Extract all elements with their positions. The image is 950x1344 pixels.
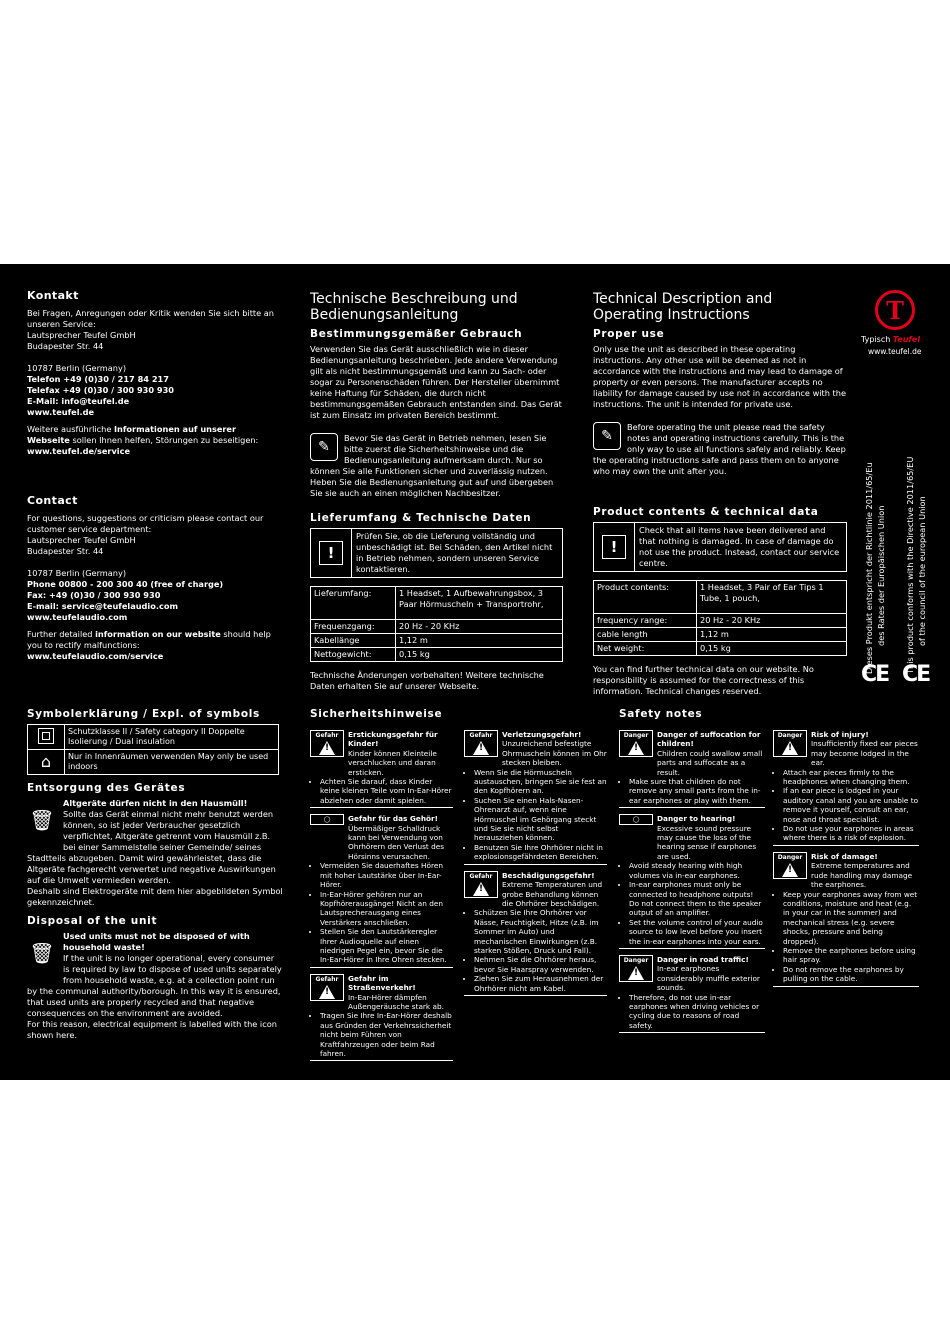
kontakt-fax: Telefax +49 (0)30 / 300 930 930 — [27, 385, 174, 395]
symbols-disposal-column — [27, 709, 283, 1048]
en-description — [593, 291, 847, 704]
en-scope-heading: Product contents & technical data — [593, 506, 819, 518]
safety-en — [619, 709, 919, 724]
safety-de-col-a — [310, 730, 453, 1067]
en-use-text: Only use the unit as described in these operating instructions. Any other use will be deemed as not in accordance with the instructions and may lead to damage of property or even persons. The manufacturer accepts no liability for damage caused by use not in accordance with the instructions. The unit is intended for private use. — [593, 344, 846, 409]
en-data-table — [593, 580, 847, 656]
hazard-block: Gefahr ! Gefahr im Straßenverkehr! In-Ear-Hörer dämpfen Außengeräusche stark ab. • Tragen Sie Ihre In-Ear-Hörer deshalb aus Gründen der Verkehrssicherheit nicht beim Führen von Kraftfahrzeugen oder beim Rad fahren. — [310, 974, 453, 1062]
read-manual-icon: ✎ — [310, 433, 338, 461]
safety-de-title: Sicherheitshinweise — [310, 708, 443, 720]
kontakt-email[interactable]: E-Mail: info@teufel.de — [27, 396, 130, 406]
ear-icon: ◯ — [619, 814, 653, 825]
crossed-bin-icon: 🗑 — [29, 807, 55, 832]
en-warning-box: ! Check that all items have been delivered and that nothing is damaged. In case of damage do not use the product. Instead, contact our service centre. — [593, 522, 847, 572]
table-row: Product contents: 1 Headset, 3 Pair of Ear Tips 1 Tube, 1 pouch, — [594, 581, 847, 614]
de-use-text: Verwenden Sie das Gerät ausschließlich wie in dieser Bedienungsanleitung beschrieben. Jede andere Verwendung gilt als nicht bestimmungsgemäß und kann zu Sach- oder sogar zu Personenschäden führen. Der Hersteller übernimmt keine Haftung für Schäden, die durch nicht bestimmungsgemäßen Gebrauch entstanden sind. Das Gerät ist zum Einsatz im privaten Bereich bestimmt. — [310, 344, 562, 420]
hazard-block: Danger ! Danger in road traffic! In-ear earphones considerably muffle exterior sounds. • Therefore, do not use in-ear earphones when driving vehicles or cycling due to reasons of road safety. — [619, 955, 765, 1033]
table-row: Frequenzgang: 20 Hz - 20 KHz — [311, 620, 563, 634]
de-read-note: ✎ Bevor Sie das Gerät in Betrieb nehmen, lesen Sie bitte zuerst die Sicherheitshinweise und die Bedienungsanleitung aufmerksam durch. Nur so können Sie alle Funktionen sicher und zuverlässig nutzen. Heben Sie die Bedienungsanleitung gut auf und übergeben Sie sie auch an einen möglichen Nachbesitzer. — [310, 433, 554, 498]
hazard-block: Danger ! Risk of injury! Insufficiently fixed ear pieces may become lodged in the ear. • Attach ear pieces firmly to the headphones when changing them. • If an ear piece is lodged in your auditory canal and you are unable to remove it yourself, consult an ear, nose and throat specialist. • Do not use your earphones in areas where there is a risk of explosion. — [773, 730, 919, 846]
table-row: Lieferumfang: 1 Headset, 1 Aufbewahrungsbox, 3 Paar Hörmuscheln + Transportrohr, — [311, 587, 563, 620]
ce-mark-de: CE — [861, 662, 889, 687]
double-insulation-icon — [38, 728, 54, 744]
contact-title: Contact — [27, 494, 78, 507]
en-title: Technical Description and Operating Instructions — [593, 291, 773, 323]
hazard-block: Danger ! Risk of damage! Extreme temperatures and rude handling may damage the earphones. • Keep your earphones away from wet conditions, moisture and heat (e.g. in your car in the summer) and mechanical stress (e.g. severe shocks, pressure and being dropped). • Remove the earphones before using hair spray. • Do not remove the earphones by pulling on the cable. — [773, 852, 919, 987]
warning-icon: Gefahr ! — [310, 974, 344, 1001]
ear-icon: ◯ — [310, 814, 344, 825]
safety-de — [310, 709, 610, 724]
contact-fax: Fax: +49 (0)30 / 300 930 930 — [27, 590, 161, 600]
table-row: frequency range: 20 Hz - 20 KHz — [594, 614, 847, 628]
warning-icon: Gefahr ! — [464, 730, 498, 757]
safety-en-col-a — [619, 730, 765, 1039]
disposal-de-text: 🗑 Altgeräte dürfen nicht in den Hausmüll! Sollte das Gerät einmal nicht mehr benutzt werden können, so ist jeder Verbraucher gesetzlich verpflichtet, Altgeräte getrennt vom Hausmüll z.B. bei einer Sammelstelle seiner Gemeinde/ seines Stadtteils abzugeben. Damit wird gewährleistet, dass die Altgeräte fachgerecht verwertet und negative Auswirkungen auf die Umwelt vermieden werden. Deshalb sind Elektrogeräte mit dem hier abgebildeten Symbol gekennzeichnet. — [27, 798, 283, 907]
contact-intro: For questions, suggestions or criticism please contact our customer service department: — [27, 513, 264, 534]
kontakt-street: Budapester Str. 44 — [27, 341, 104, 351]
table-row: Schutzklasse II / Safety category II Doppelte Isolierung / Dual insulation — [28, 725, 279, 750]
warning-icon: ! — [594, 523, 634, 571]
house-icon: ⌂ — [28, 750, 65, 775]
ce-text-de-1: Dieses Produkt entspricht der Richtlinie 2011/65/Eu — [864, 462, 874, 674]
hazard-block: ◯ Gefahr für das Gehör! Übermäßiger Schalldruck kann bei Verwendung von Ohrhörern den Verlust des Hörsinns verursachen. • Vermeiden Sie dauerhaftes Hören mit hoher Lautstärke über In-Ear-Hörer. • In-Ear-Hörer gehören nur an Kopfhörerausgänge! Nicht an den Lautsprecherausgang eines Verstärkers anschließen. • Stellen Sie den Lautstärkeregler Ihrer Audioquelle auf einen niedrigen Pegel ein, bevor Sie die In-Ear-Hörer in Ihre Ohren stecken. — [310, 814, 453, 968]
table-row: Kabellänge 1,12 m — [311, 634, 563, 648]
ce-mark-en: CE — [902, 662, 930, 687]
safety-en-col-b — [773, 730, 919, 993]
kontakt-company: Lautsprecher Teufel GmbH — [27, 330, 136, 340]
brand-logo: T — [875, 290, 915, 330]
kontakt-intro: Bei Fragen, Anregungen oder Kritik wenden Sie sich bitte an unseren Service: — [27, 308, 274, 329]
warning-icon: Gefahr ! — [310, 730, 344, 757]
hazard-block: Gefahr ! Erstickungsgefahr für Kinder! Kinder können Kleinteile verschlucken und daran ersticken. • Achten Sie darauf, dass Kinder keine kleinen Teile vom In-Ear-Hörer abziehen oder damit spielen. — [310, 730, 453, 808]
safety-de-col-b — [464, 730, 607, 1002]
table-row: Nettogewicht: 0,15 kg — [311, 648, 563, 662]
contact-city: 10787 Berlin (Germany) — [27, 568, 127, 578]
kontakt-phone: Telefon +49 (0)30 / 217 84 217 — [27, 374, 169, 384]
disposal-de-title: Entsorgung des Gerätes — [27, 782, 186, 794]
contact-email[interactable]: E-mail: service@teufelaudio.com — [27, 601, 178, 611]
brand-url[interactable]: www.teufel.de — [868, 347, 922, 356]
de-use-heading: Bestimmungsgemäßer Gebrauch — [310, 328, 523, 340]
hazard-block: Danger ! Danger of suffocation for children! Children could swallow small parts and suffocate as a result. • Make sure that children do not remove any small parts from the in-ear earphones or play with them. — [619, 730, 765, 808]
ce-text-en-2: of the council of the european Union — [917, 496, 927, 646]
de-description — [310, 291, 563, 699]
table-row: Net weight: 0,15 kg — [594, 642, 847, 656]
symbols-table — [27, 724, 279, 775]
hazard-block: Gefahr ! Verletzungsgefahr! Unzureichend befestigte Ohrmuscheln können im Ohr stecken bleiben. • Wenn Sie die Hörmuscheln austauschen, bringen Sie sie fest an den Kopfhörern an. • Suchen Sie einen Hals-Nasen-Ohrenarzt auf, wenn eine Hörmuschel im Gehörgang steckt und Sie sie nicht selbst herausziehen können. • Benutzen Sie Ihre Ohrhörer nicht in explosionsgefährdeten Bereichen. — [464, 730, 607, 865]
contact-street: Budapester Str. 44 — [27, 546, 104, 556]
warning-icon: Danger ! — [773, 730, 807, 757]
en-use-heading: Proper use — [593, 328, 665, 340]
kontakt-service-link[interactable]: www.teufel.de/service — [27, 446, 131, 456]
brand-name: Typisch Teufel — [861, 335, 921, 344]
hazard-block: Gefahr ! Beschädigungsgefahr! Extreme Temperaturen und grobe Behandlung können die Ohrhörer beschädigen. • Schützen Sie Ihre Ohrhörer vor Nässe, Feuchtigkeit, Hitze (z.B. im Sommer im Auto) und mechanischen Einwirkungen (z.B. starken Stößen, Druck und Fall). • Nehmen Sie die Ohrhörer heraus, bevor Sie Haarspray verwenden. • Ziehen Sie zum Herausnehmen der Ohrhörer nicht am Kabel. — [464, 871, 607, 996]
kontakt-title: Kontakt — [27, 289, 79, 302]
kontakt-city: 10787 Berlin (Germany) — [27, 363, 127, 373]
en-footnote: You can find further technical data on our website. No responsibility is assumed for the correctness of this information. Technical changes reserved. — [593, 664, 814, 696]
de-footnote: Technische Änderungen vorbehalten! Weitere technische Daten erhalten Sie auf unserer Webseite. — [310, 670, 544, 691]
kontakt-more: Weitere ausführliche Informationen auf unserer Webseite sollen Ihnen helfen, Störungen zu beseitigen: www.teufel.de/service — [27, 424, 259, 456]
de-data-table — [310, 586, 563, 662]
de-title: Technische Beschreibung und Bedienungsanleitung — [310, 291, 518, 323]
contact-service-link[interactable]: www.teufelaudio.com/service — [27, 651, 164, 661]
warning-icon: Gefahr ! — [464, 871, 498, 898]
read-manual-icon: ✎ — [593, 422, 621, 450]
crossed-bin-icon: 🗑 — [29, 940, 55, 965]
instruction-sheet — [0, 264, 950, 1080]
en-read-note: ✎ Before operating the unit please read the safety notes and operating instructions carefully. This is the only way to use all functions safely and reliably. Keep the operating instructions safe and pass them on to anyone who may own the unit after you. — [593, 422, 846, 476]
disposal-en-text: 🗑 Used units must not be disposed of with household waste! If the unit is no longer operational, every consumer is required by law to dispose of used units separately from household waste, e.g. at a collection point run by the communal authority/borough. In this way it is ensured, that used units are properly recycled and that negative consequences on the environment are avoided. For this reason, electrical equipment is labelled with the icon shown here. — [27, 931, 282, 1040]
safety-en-title: Safety notes — [619, 708, 703, 720]
contact-web[interactable]: www.teufelaudio.com — [27, 612, 128, 622]
contact-more: Further detailed information on our website should help you to rectify malfunctions: www.teufelaudio.com/service — [27, 629, 271, 661]
ce-text-de-2: des Rates der Europäischen Union — [876, 505, 886, 646]
warning-icon: Danger ! — [619, 730, 653, 757]
table-row: cable length 1,12 m — [594, 628, 847, 642]
ce-text-en-1: This product conforms with the Directive 2011/65/EU — [905, 456, 915, 674]
de-warning-box: ! Prüfen Sie, ob die Lieferung vollständig und unbeschädigt ist. Bei Schäden, den Artikel nicht in Betrieb nehmen, sondern unseren Service kontaktieren. — [310, 528, 563, 578]
warning-icon: Danger ! — [773, 852, 807, 879]
hazard-block: ◯ Danger to hearing! Excessive sound pressure may cause the loss of the hearing sense if earphones are used. • Avoid steady hearing with high volumes via in-ear earphones. • In-ear earphones must only be connected to headphone outputs! Do not connect them to the speaker output of an amplifier. • Set the volume control of your audio source to low level before you insert the in-ear earphones into your ears. — [619, 814, 765, 949]
symbols-title: Symbolerklärung / Expl. of symbols — [27, 708, 260, 720]
table-row: ⌂ Nur in Innenräumen verwenden May only be used indoors — [28, 750, 279, 775]
contact-column — [27, 290, 277, 669]
contact-phone: Phone 00800 - 200 300 40 (free of charge) — [27, 579, 224, 589]
contact-company: Lautsprecher Teufel GmbH — [27, 535, 136, 545]
warning-icon: ! — [311, 529, 351, 577]
warning-icon: Danger ! — [619, 955, 653, 982]
disposal-en-title: Disposal of the unit — [27, 915, 158, 927]
kontakt-web[interactable]: www.teufel.de — [27, 407, 95, 417]
de-scope-heading: Lieferumfang & Technische Daten — [310, 512, 532, 524]
